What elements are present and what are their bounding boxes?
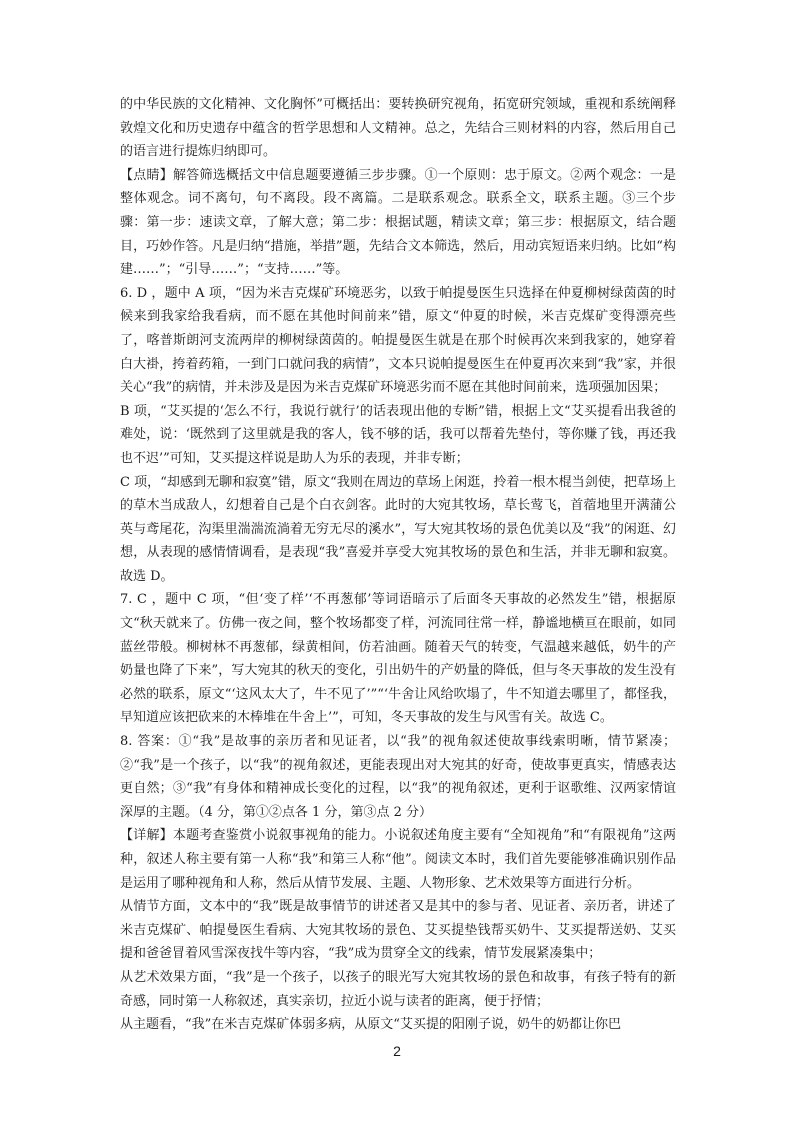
paragraph-answer-8: 8. 答案：①“我”是故事的亲历者和见证者，以“我”的视角叙述使故事线索明晰，情节紧凑；②“我”是一个孩子，以“我”的视角叙述，更能表现出对大宛其的好奇，使故事更真实，情感表达更自然；③“我”有身体和精神成长变化的过程，以“我”的视角叙述，更利于讴歌维、汉两家情谊深厚的主题。（4 分，第①②点各 1 分，第③点 2 分） (120, 734, 676, 820)
paragraph-plot-aspect: 从情节方面，文本中的“我”既是故事情节的讲述者又是其中的参与者、见证者、亲历者，讲述了米吉克煤矿、帕提曼医生看病、大宛其牧场的景色、艾买提垫钱帮买奶牛、艾买提帮送奶、艾买提和爸爸冒着风雪深夜找牛等内容，“我”成为贯穿全文的线索，情节发展紧凑集中； (120, 899, 676, 962)
paragraph-theme-aspect: 从主题看，“我”在米吉克煤矿体弱多病，从原文“艾买提的阳刚子说，奶牛的奶都让你巴 (120, 1017, 621, 1033)
paragraph-answer-7: 7. C ，题中 C 项，“但‘变了样’‘不再葱郁’等词语暗示了后面冬天事故的必然发生”错，根据原文“秋天就来了。仿佛一夜之间，整个牧场都变了样，河流同往常一样，静谧地横亘在眼前，如同蓝丝带般。柳树林不再葱郁，绿黄相间，仿若油画。随着天气的转变，气温越来越低，奶牛的产奶量也降了下来”，写大宛其的秋天的变化，引出奶牛的产奶量的降低，但与冬天事故的发生没有必然的联系，原文“‘这风太大了，牛不见了’”“‘牛舍让风给吹塌了，牛不知道去哪里了，都怪我，早知道应该把砍来的木棒堆在牛舍上’”，可知，冬天事故的发生与风雪有关。故选 C。 (120, 592, 676, 726)
paragraph-material-summary: 的中华民族的文化精神、文化胸怀”可概括出：要转换研究视角，拓宽研究领域，重视和系统阐释敦煌文化和历史遗存中蕴含的哲学思想和人文精神。总之，先结合三则材料的内容，然后用自己的语言进行提炼归纳即可。 (120, 97, 676, 160)
paragraph-answer-6-a: 6. D ，题中 A 项，“因为米吉克煤矿环境恶劣，以致于帕提曼医生只选择在仲夏柳树绿茵茵的时候来到我家给我看病，而不愿在其他时间前来”错，原文“仲夏的时候，米吉克煤矿变得漂亮些了，喀普斯朗河支流两岸的柳树绿茵茵的。帕提曼医生就是在那个时候再次来到我家的，她穿着白大褂，挎着药箱，一到门口就问我的病情”，文本只说帕提曼医生在仲夏再次来到“我”家，并很关心“我”的病情，并未涉及是因为米吉克煤矿环境恶劣而不愿在其他时间前来，选项强加因果； (120, 285, 676, 396)
paragraph-art-aspect: 从艺术效果方面，“我”是一个孩子，以孩子的眼光写大宛其牧场的景色和故事，有孩子特有的新奇感，同时第一人称叙述，真实亲切，拉近小说与读者的距离，便于抒情； (120, 969, 676, 1009)
page-number: 2 (393, 1043, 401, 1059)
paragraph-answer-6-c: C 项，“却感到无聊和寂寞”错，原文“我则在周边的草场上闲逛，拎着一根木棍当剑使，把草场上的草木当成敌人，幻想着自己是个白衣剑客。此时的大宛其牧场，草长莺飞，首蓿地里开满蒲公英与鸢尾花，沟渠里湍湍流淌着无穷无尽的溪水”，写大宛其牧场的景色优美以及“我”的闲逛、幻想，从表现的感情情调看，是表现“我”喜爱并享受大宛其牧场的景色和生活，并非无聊和寂寞。故选 D。 (120, 474, 676, 584)
answer-text (120, 93, 676, 1037)
paragraph-tip-extraction: 【点睛】解答筛选概括文中信息题要遵循三步步骤。①一个原则：忠于原文。②两个观念：一是整体观念。词不离句，句不离段。段不离篇。二是联系观念。联系全文，联系主题。③三个步骤：第一步：速读文章，了解大意；第二步：根据试题，精读文章；第三步：根据原文，结合题目，巧妙作答。凡是归纳“措施，举措”题，先结合文本筛选，然后，用动宾短语来归纳。比如“构建……”；“引导……”；“支持……”等。 (120, 167, 676, 278)
paragraph-detail-8: 【详解】本题考查鉴赏小说叙事视角的能力。小说叙述角度主要有“全知视角”和“有限视角”这两种，叙述人称主要有第一人称“我”和第三人称“他”。阅读文本时，我们首先要能够准确识别作品是运用了哪种视角和人称，然后从情节发展、主题、人物形象、艺术效果等方面进行分析。 (120, 828, 676, 891)
paragraph-answer-6-b: B 项，“艾买提的‘怎么不行，我说行就行’的话表现出他的专断”错，根据上文“艾买提看出我爸的难处，说：‘既然到了这里就是我的客人，钱不够的话，我可以帮着先垫付，等你赚了钱，再还我也不迟’”可知，艾买提这样说是助人为乐的表现，并非专断； (120, 403, 676, 466)
